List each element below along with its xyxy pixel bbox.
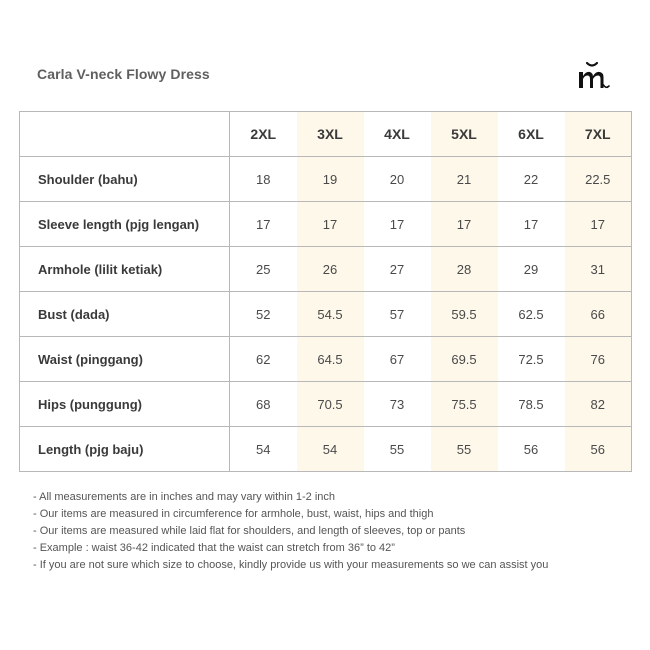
size-header-4xl: 4XL xyxy=(364,112,431,157)
table-cell: 31 xyxy=(565,247,632,292)
table-cell: 57 xyxy=(364,292,431,337)
table-cell: 20 xyxy=(364,157,431,202)
table-row xyxy=(20,247,632,292)
size-header-7xl: 7XL xyxy=(565,112,632,157)
row-label-hips: Hips (punggung) xyxy=(20,382,230,427)
note-item: - Our items are measured in circumference for armhole, bust, waist, hips and thigh xyxy=(33,508,434,520)
table-cell: 17 xyxy=(297,202,364,247)
table-cell: 55 xyxy=(364,427,431,472)
table-cell: 55 xyxy=(431,427,498,472)
table-cell: 17 xyxy=(565,202,632,247)
table-cell: 27 xyxy=(364,247,431,292)
measurement-notes xyxy=(33,489,548,574)
table-cell: 62.5 xyxy=(498,292,565,337)
table-cell: 68 xyxy=(230,382,297,427)
table-cell: 75.5 xyxy=(431,382,498,427)
table-cell: 17 xyxy=(230,202,297,247)
page-title: Carla V-neck Flowy Dress xyxy=(37,66,210,82)
table-cell: 54.5 xyxy=(297,292,364,337)
row-label-waist: Waist (pinggang) xyxy=(20,337,230,382)
table-cell: 62 xyxy=(230,337,297,382)
table-cell: 72.5 xyxy=(498,337,565,382)
table-cell: 64.5 xyxy=(297,337,364,382)
table-row xyxy=(20,292,632,337)
table-cell: 28 xyxy=(431,247,498,292)
table-row xyxy=(20,202,632,247)
table-cell: 29 xyxy=(498,247,565,292)
size-header-6xl: 6XL xyxy=(498,112,565,157)
row-label-length: Length (pjg baju) xyxy=(20,427,230,472)
table-cell: 69.5 xyxy=(431,337,498,382)
table-cell: 78.5 xyxy=(498,382,565,427)
note-item: - Example : waist 36-42 indicated that the waist can stretch from 36” to 42” xyxy=(33,542,395,554)
table-cell: 54 xyxy=(297,427,364,472)
table-row xyxy=(20,157,632,202)
table-cell: 52 xyxy=(230,292,297,337)
table-cell: 54 xyxy=(230,427,297,472)
row-label-sleeve-length: Sleeve length (pjg lengan) xyxy=(20,202,230,247)
row-label-armhole: Armhole (lilit ketiak) xyxy=(20,247,230,292)
size-header-2xl: 2XL xyxy=(230,112,297,157)
table-cell: 26 xyxy=(297,247,364,292)
size-chart-table xyxy=(19,111,632,472)
table-cell: 18 xyxy=(230,157,297,202)
table-cell: 56 xyxy=(498,427,565,472)
row-label-bust: Bust (dada) xyxy=(20,292,230,337)
table-cell: 82 xyxy=(565,382,632,427)
table-row xyxy=(20,337,632,382)
table-cell: 70.5 xyxy=(297,382,364,427)
table-cell: 67 xyxy=(364,337,431,382)
table-cell: 21 xyxy=(431,157,498,202)
table-cell: 59.5 xyxy=(431,292,498,337)
size-header-5xl: 5XL xyxy=(431,112,498,157)
row-label-shoulder: Shoulder (bahu) xyxy=(20,157,230,202)
table-cell: 73 xyxy=(364,382,431,427)
table-cell: 22 xyxy=(498,157,565,202)
table-cell: 17 xyxy=(364,202,431,247)
table-cell: 17 xyxy=(431,202,498,247)
table-cell: 25 xyxy=(230,247,297,292)
note-item: - If you are not sure which size to choose, kindly provide us with your measurements so we can assist you xyxy=(33,559,549,571)
table-cell: 56 xyxy=(565,427,632,472)
header-corner-cell xyxy=(20,112,230,157)
note-item: - Our items are measured while laid flat for shoulders, and length of sleeves, top or pants xyxy=(33,525,466,537)
table-cell: 76 xyxy=(565,337,632,382)
table-cell: 22.5 xyxy=(565,157,632,202)
table-cell: 66 xyxy=(565,292,632,337)
size-header-3xl: 3XL xyxy=(297,112,364,157)
table-cell: 19 xyxy=(297,157,364,202)
note-item: - All measurements are in inches and may vary within 1-2 inch xyxy=(33,491,336,503)
table-cell: 17 xyxy=(498,202,565,247)
table-row xyxy=(20,427,632,472)
brand-m-logo-icon xyxy=(576,58,612,92)
table-row xyxy=(20,382,632,427)
size-header-row xyxy=(20,112,632,157)
